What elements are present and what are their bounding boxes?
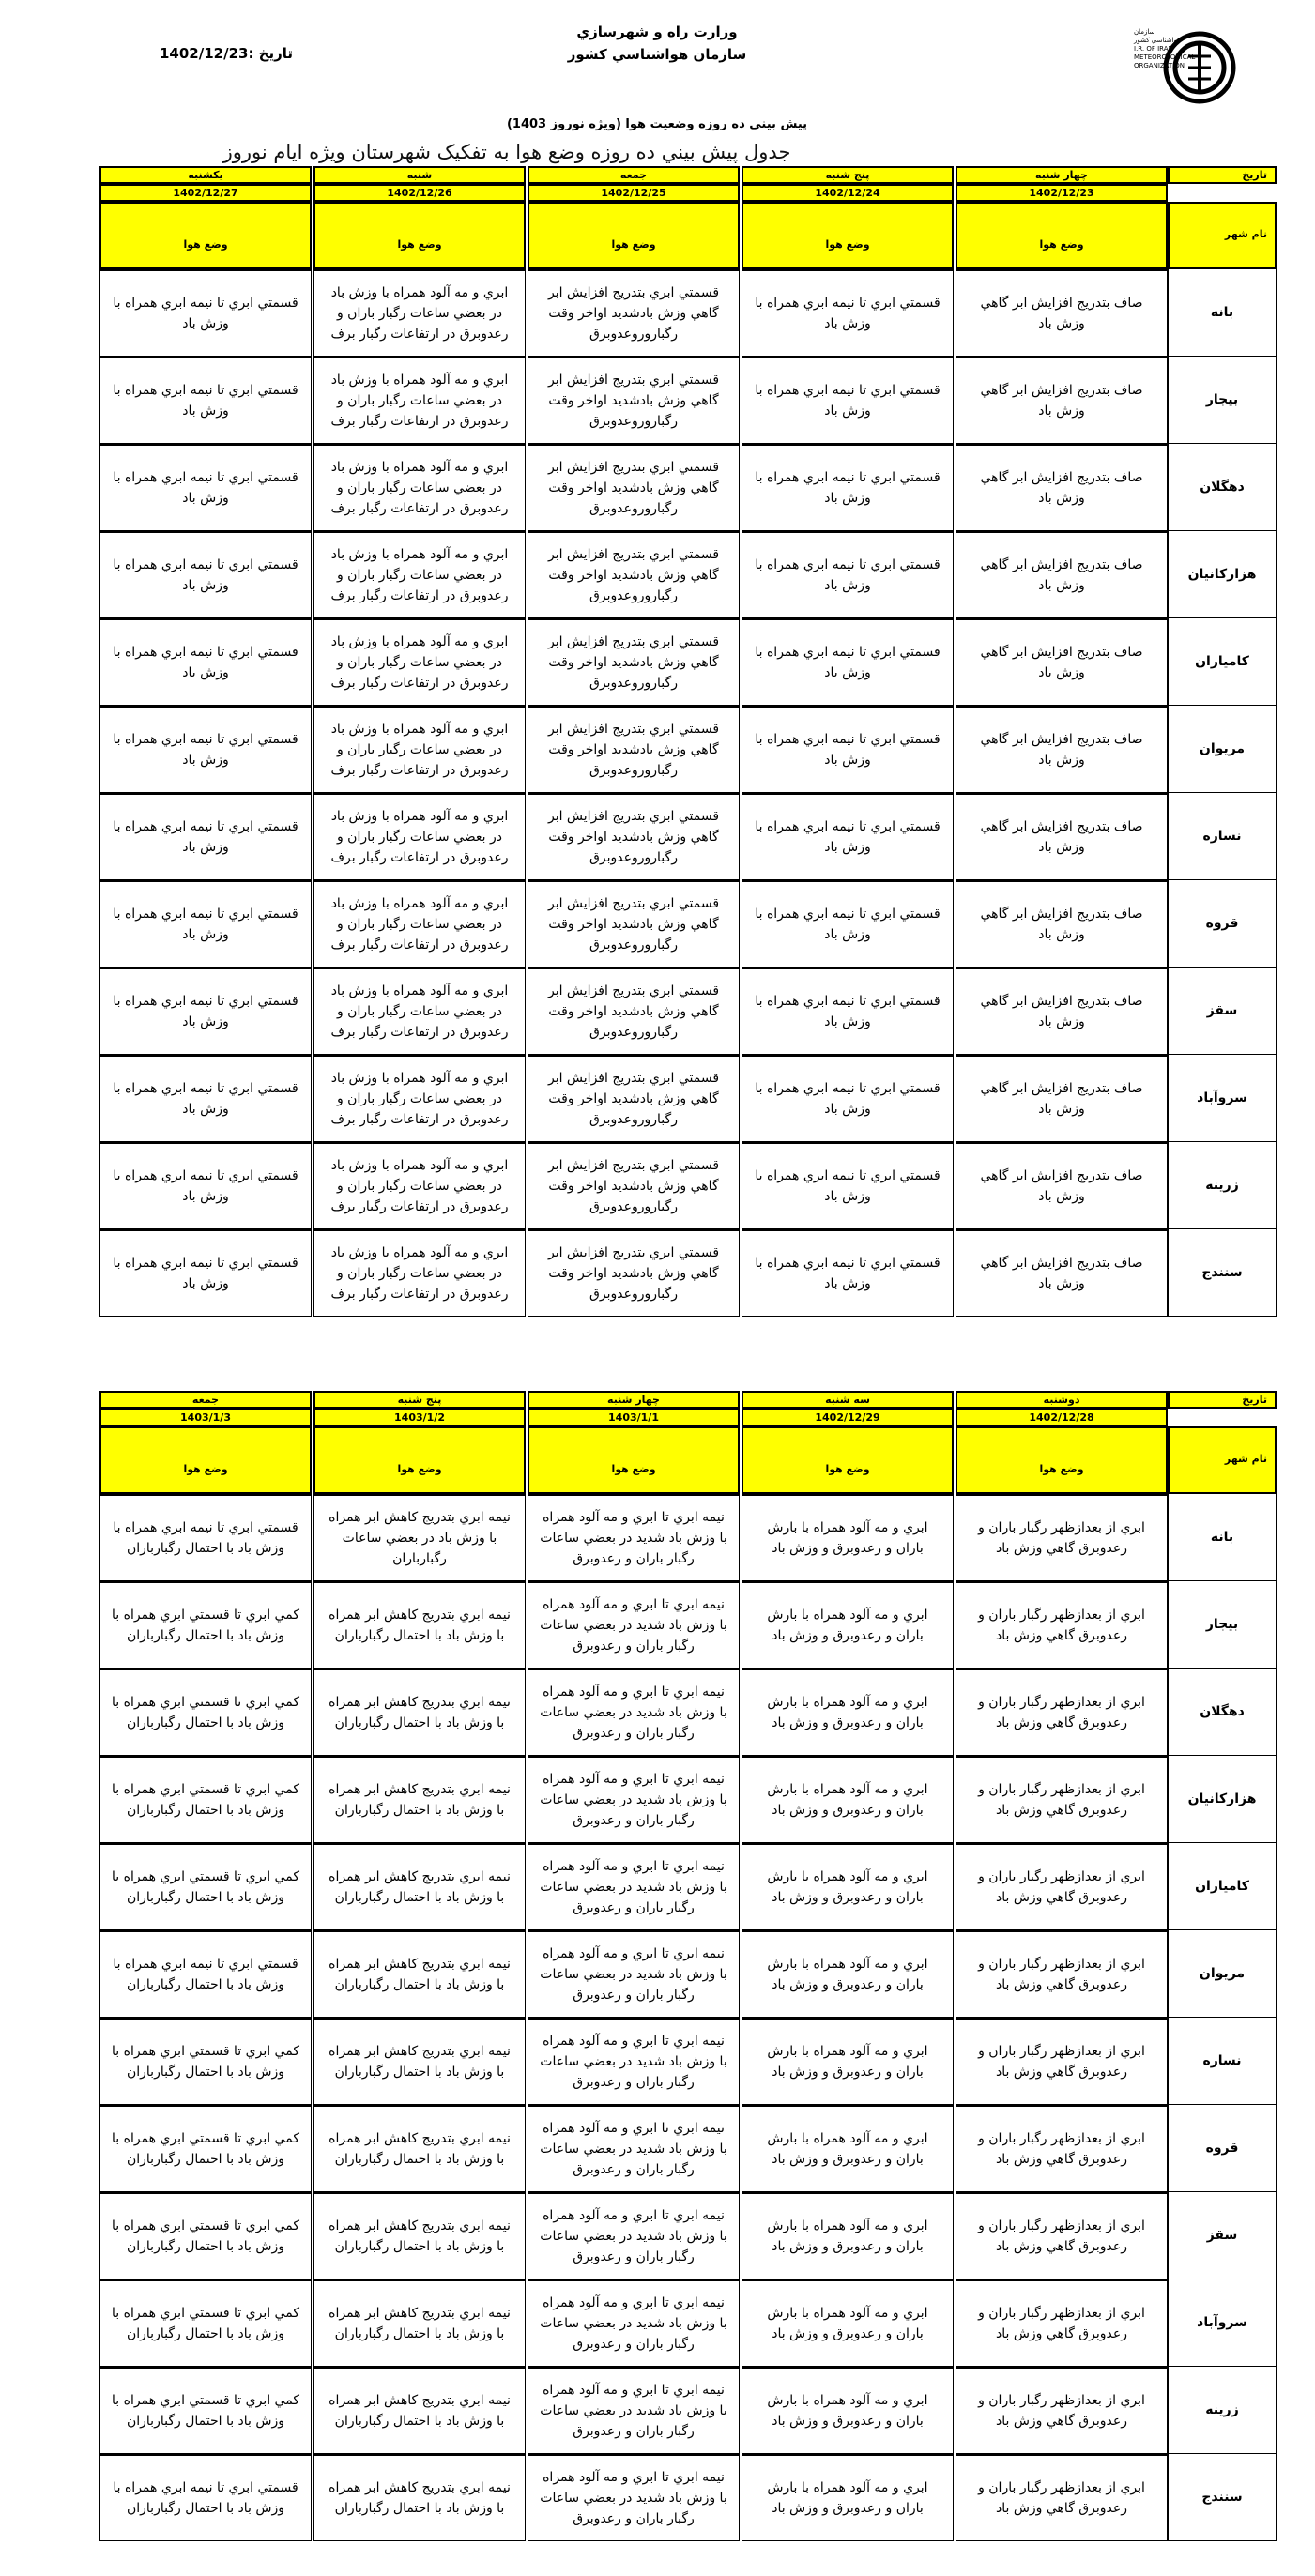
forecast-cell: ابري و مه آلود همراه با بارش باران و رعدوبرق و وزش باد	[742, 2018, 954, 2105]
day-name: جمعه	[528, 166, 740, 184]
forecast-cell: قسمتي ابري تا نيمه ابري همراه با وزش باد با احتمال رگبارباران	[99, 1930, 312, 2018]
forecast-cell: ابري از بعدازظهر رگبار باران و رعدوبرق گاهي وزش باد	[956, 2279, 1168, 2367]
forecast-cell: ابري از بعدازظهر رگبار باران و رعدوبرق گاهي وزش باد	[956, 2192, 1168, 2279]
logo-text-line: ORGANIZATION	[1134, 62, 1185, 69]
city-name: سنندج	[1168, 1229, 1277, 1317]
city-name: بيجار	[1168, 357, 1277, 444]
table-row	[79, 1229, 1277, 1317]
city-name: بيجار	[1168, 1581, 1277, 1669]
table-row	[79, 1494, 1277, 1581]
city-name: قروه	[1168, 880, 1277, 968]
table-row	[79, 968, 1277, 1055]
day-row	[79, 1391, 1277, 1409]
forecast-cell: کمي ابري تا قسمتي ابري همراه با وزش باد با احتمال رگبارباران	[99, 2367, 312, 2454]
city-name: نساره	[1168, 793, 1277, 880]
forecast-cell: کمي ابري تا قسمتي ابري همراه با وزش باد با احتمال رگبارباران	[99, 1581, 312, 1669]
forecast-cell: نيمه ابري بتدريج کاهش ابر همراه با وزش باد با احتمال رگبارباران	[313, 1843, 526, 1930]
forecast-cell: صاف بتدريج افزايش ابر گاهي وزش باد	[956, 968, 1168, 1055]
forecast-cell: صاف بتدريج افزايش ابر گاهي وزش باد	[956, 1055, 1168, 1142]
forecast-cell: ابري و مه آلود همراه با وزش باد در بعضي ساعات رگبار باران و رعدوبرق در ارتفاعات رگبار برف	[313, 357, 526, 444]
table-row	[79, 618, 1277, 706]
city-name: دهگلان	[1168, 444, 1277, 531]
table-row	[79, 444, 1277, 531]
forecast-cell: صاف بتدريج افزايش ابر گاهي وزش باد	[956, 531, 1168, 618]
city-name: سروآباد	[1168, 1055, 1277, 1142]
forecast-cell: قسمتي ابري بتدريج افزايش ابر گاهي وزش بادشديد اواخر وقت رگباروروعدوبرق	[528, 618, 740, 706]
forecast-cell: نيمه ابري بتدريج کاهش ابر همراه با وزش باد با احتمال رگبارباران	[313, 1756, 526, 1843]
forecast-cell: کمي ابري تا قسمتي ابري همراه با وزش باد با احتمال رگبارباران	[99, 2105, 312, 2192]
forecast-cell: نيمه ابري بتدريج کاهش ابر همراه با وزش باد با احتمال رگبارباران	[313, 2367, 526, 2454]
forecast-cell: قسمتي ابري تا نيمه ابري همراه با وزش باد	[742, 618, 954, 706]
forecast-cell: صاف بتدريج افزايش ابر گاهي وزش باد	[956, 269, 1168, 357]
city-name: مريوان	[1168, 706, 1277, 793]
forecast-cell: نيمه ابري تا ابري و مه آلود همراه با وزش باد شديد در بعضي ساعات رگبار باران و رعدوبرق	[528, 1494, 740, 1581]
logo-text-line: METEOROLOGICAL	[1134, 53, 1196, 61]
forecast-cell: ابري و مه آلود همراه با وزش باد در بعضي ساعات رگبار باران و رعدوبرق در ارتفاعات رگبار برف	[313, 706, 526, 793]
forecast-cell: قسمتي ابري تا نيمه ابري همراه با وزش باد	[742, 1229, 954, 1317]
forecast-cell: قسمتي ابري تا نيمه ابري همراه با وزش باد	[742, 706, 954, 793]
forecast-cell: نيمه ابري بتدريج کاهش ابر همراه با وزش باد با احتمال رگبارباران	[313, 2105, 526, 2192]
forecast-cell: کمي ابري تا قسمتي ابري همراه با وزش باد با احتمال رگبارباران	[99, 2018, 312, 2105]
day-name: پنج شنبه	[313, 1391, 526, 1409]
forecast-cell: ابري از بعدازظهر رگبار باران و رعدوبرق گاهي وزش باد	[956, 1756, 1168, 1843]
forecast-cell: ابري و مه آلود همراه با بارش باران و رعدوبرق و وزش باد	[742, 2454, 954, 2541]
date-cell: 1403/1/3	[99, 1409, 312, 1426]
forecast-table-2	[79, 1391, 1277, 2541]
forecast-cell: قسمتي ابري تا نيمه ابري همراه با وزش باد	[99, 968, 312, 1055]
forecast-cell: صاف بتدريج افزايش ابر گاهي وزش باد	[956, 357, 1168, 444]
day-name: پنج شنبه	[742, 166, 954, 184]
table-row	[79, 1669, 1277, 1756]
forecast-cell: قسمتي ابري تا نيمه ابري همراه با وزش باد	[742, 880, 954, 968]
city-name: سقز	[1168, 968, 1277, 1055]
forecast-cell: ابري و مه آلود همراه با وزش باد در بعضي ساعات رگبار باران و رعدوبرق در ارتفاعات رگبار برف	[313, 1229, 526, 1317]
table-row	[79, 2279, 1277, 2367]
table-row	[79, 1756, 1277, 1843]
forecast-cell: نيمه ابري تا ابري و مه آلود همراه با وزش باد شديد در بعضي ساعات رگبار باران و رعدوبرق	[528, 1756, 740, 1843]
forecast-cell: قسمتي ابري تا نيمه ابري همراه با وزش باد	[99, 1229, 312, 1317]
forecast-cell: قسمتي ابري تا نيمه ابري همراه با وزش باد	[99, 618, 312, 706]
forecast-cell: صاف بتدريج افزايش ابر گاهي وزش باد	[956, 444, 1168, 531]
forecast-cell: صاف بتدريج افزايش ابر گاهي وزش باد	[956, 793, 1168, 880]
forecast-cell: ابري و مه آلود همراه با وزش باد در بعضي ساعات رگبار باران و رعدوبرق در ارتفاعات رگبار برف	[313, 1055, 526, 1142]
forecast-cell: کمي ابري تا قسمتي ابري همراه با وزش باد با احتمال رگبارباران	[99, 1843, 312, 1930]
forecast-cell: صاف بتدريج افزايش ابر گاهي وزش باد	[956, 706, 1168, 793]
forecast-cell: قسمتي ابري بتدريج افزايش ابر گاهي وزش بادشديد اواخر وقت رگباروروعدوبرق	[528, 444, 740, 531]
date-cell: 1402/12/29	[742, 1409, 954, 1426]
day-name: دوشنبه	[956, 1391, 1168, 1409]
forecast-cell: قسمتي ابري بتدريج افزايش ابر گاهي وزش بادشديد اواخر وقت رگباروروعدوبرق	[528, 793, 740, 880]
forecast-cell: نيمه ابري تا ابري و مه آلود همراه با وزش باد شديد در بعضي ساعات رگبار باران و رعدوبرق	[528, 2454, 740, 2541]
date-cell: 1402/12/26	[313, 184, 526, 202]
city-label: نام شهر	[1168, 202, 1277, 269]
table-row	[79, 1930, 1277, 2018]
forecast-cell: نيمه ابري تا ابري و مه آلود همراه با وزش باد شديد در بعضي ساعات رگبار باران و رعدوبرق	[528, 1930, 740, 2018]
forecast-cell: ابري و مه آلود همراه با بارش باران و رعدوبرق و وزش باد	[742, 1494, 954, 1581]
forecast-cell: قسمتي ابري تا نيمه ابري همراه با وزش باد	[99, 444, 312, 531]
forecast-cell: ابري و مه آلود همراه با وزش باد در بعضي ساعات رگبار باران و رعدوبرق در ارتفاعات رگبار برف	[313, 618, 526, 706]
forecast-cell: قسمتي ابري بتدريج افزايش ابر گاهي وزش بادشديد اواخر وقت رگباروروعدوبرق	[528, 706, 740, 793]
logo-emblem-icon	[1153, 28, 1237, 113]
forecast-cell: نيمه ابري بتدريج کاهش ابر همراه با وزش باد با احتمال رگبارباران	[313, 2192, 526, 2279]
forecast-cell: نيمه ابري تا ابري و مه آلود همراه با وزش باد شديد در بعضي ساعات رگبار باران و رعدوبرق	[528, 1843, 740, 1930]
forecast-cell: قسمتي ابري تا نيمه ابري همراه با وزش باد	[742, 968, 954, 1055]
day-row	[79, 166, 1277, 184]
forecast-cell: ابري از بعدازظهر رگبار باران و رعدوبرق گاهي وزش باد	[956, 2367, 1168, 2454]
city-label: نام شهر	[1168, 1426, 1277, 1494]
table-row	[79, 706, 1277, 793]
forecast-cell: نيمه ابري بتدريج کاهش ابر همراه با وزش باد با احتمال رگبارباران	[313, 1581, 526, 1669]
weather-label: وضع هوا	[956, 202, 1168, 269]
date-row	[79, 1409, 1277, 1426]
date-cell: 1402/12/24	[742, 184, 954, 202]
table-body	[79, 1494, 1277, 2541]
forecast-cell: قسمتي ابري بتدريج افزايش ابر گاهي وزش بادشديد اواخر وقت رگباروروعدوبرق	[528, 357, 740, 444]
city-name: کامياران	[1168, 618, 1277, 706]
table-row	[79, 269, 1277, 357]
forecast-cell: قسمتي ابري بتدريج افزايش ابر گاهي وزش بادشديد اواخر وقت رگباروروعدوبرق	[528, 269, 740, 357]
forecast-cell: قسمتي ابري تا نيمه ابري همراه با وزش باد	[99, 1142, 312, 1229]
forecast-cell: نيمه ابري تا ابري و مه آلود همراه با وزش باد شديد در بعضي ساعات رگبار باران و رعدوبرق	[528, 2105, 740, 2192]
table-row	[79, 1843, 1277, 1930]
logo-text-line: I.R. OF IRAN	[1134, 45, 1173, 53]
forecast-cell: ابري و مه آلود همراه با بارش باران و رعدوبرق و وزش باد	[742, 1930, 954, 2018]
date-label: تاريخ	[1168, 166, 1277, 184]
forecast-cell: صاف بتدريج افزايش ابر گاهي وزش باد	[956, 880, 1168, 968]
forecast-cell: نيمه ابري بتدريج کاهش ابر همراه با وزش باد با احتمال رگبارباران	[313, 2279, 526, 2367]
city-name: کامياران	[1168, 1843, 1277, 1930]
forecast-cell: قسمتي ابري بتدريج افزايش ابر گاهي وزش بادشديد اواخر وقت رگباروروعدوبرق	[528, 968, 740, 1055]
ministry-line-2: سازمان هواشناسي كشور	[567, 46, 747, 63]
table-row	[79, 1581, 1277, 1669]
forecast-cell: قسمتي ابري تا نيمه ابري همراه با وزش باد با احتمال رگبارباران	[99, 2454, 312, 2541]
forecast-cell: قسمتي ابري تا نيمه ابري همراه با وزش باد	[99, 793, 312, 880]
forecast-cell: ابري و مه آلود همراه با بارش باران و رعدوبرق و وزش باد	[742, 1843, 954, 1930]
forecast-cell: ابري و مه آلود همراه با بارش باران و رعدوبرق و وزش باد	[742, 1756, 954, 1843]
forecast-cell: قسمتي ابري تا نيمه ابري همراه با وزش باد	[99, 357, 312, 444]
city-name: دهگلان	[1168, 1669, 1277, 1756]
weather-label: وضع هوا	[956, 1426, 1168, 1494]
city-name: سروآباد	[1168, 2279, 1277, 2367]
date-label-spacer	[1168, 1409, 1277, 1426]
forecast-cell: قسمتي ابري تا نيمه ابري همراه با وزش باد	[99, 880, 312, 968]
table-row	[79, 1142, 1277, 1229]
forecast-table-1	[79, 166, 1277, 1317]
city-name: مريوان	[1168, 1930, 1277, 2018]
forecast-cell: قسمتي ابري بتدريج افزايش ابر گاهي وزش بادشديد اواخر وقت رگباروروعدوبرق	[528, 531, 740, 618]
forecast-cell: قسمتي ابري تا نيمه ابري همراه با وزش باد	[742, 1142, 954, 1229]
forecast-cell: ابري از بعدازظهر رگبار باران و رعدوبرق گاهي وزش باد	[956, 1581, 1168, 1669]
forecast-cell: صاف بتدريج افزايش ابر گاهي وزش باد	[956, 618, 1168, 706]
day-name: شنبه	[313, 166, 526, 184]
meteorological-organization-logo	[1134, 28, 1239, 122]
forecast-cell: ابري و مه آلود همراه با بارش باران و رعدوبرق و وزش باد	[742, 2192, 954, 2279]
forecast-cell: قسمتي ابري بتدريج افزايش ابر گاهي وزش بادشديد اواخر وقت رگباروروعدوبرق	[528, 1142, 740, 1229]
city-name: نساره	[1168, 2018, 1277, 2105]
forecast-cell: ابري و مه آلود همراه با بارش باران و رعدوبرق و وزش باد	[742, 1669, 954, 1756]
forecast-cell: قسمتي ابري تا نيمه ابري همراه با وزش باد	[742, 357, 954, 444]
date-cell: 1403/1/2	[313, 1409, 526, 1426]
date-row	[79, 184, 1277, 202]
forecast-cell: کمي ابري تا قسمتي ابري همراه با وزش باد با احتمال رگبارباران	[99, 1756, 312, 1843]
forecast-cell: نيمه ابري بتدريج کاهش ابر همراه با وزش باد در بعضي ساعات رگبارباران	[313, 1494, 526, 1581]
forecast-cell: کمي ابري تا قسمتي ابري همراه با وزش باد با احتمال رگبارباران	[99, 2279, 312, 2367]
city-name: سقز	[1168, 2192, 1277, 2279]
date-cell: 1403/1/1	[528, 1409, 740, 1426]
forecast-cell: ابري و مه آلود همراه با وزش باد در بعضي ساعات رگبار باران و رعدوبرق در ارتفاعات رگبار برف	[313, 968, 526, 1055]
table-row	[79, 1055, 1277, 1142]
city-name: هزاركانيان	[1168, 531, 1277, 618]
forecast-cell: نيمه ابري تا ابري و مه آلود همراه با وزش باد شديد در بعضي ساعات رگبار باران و رعدوبرق	[528, 1669, 740, 1756]
weather-label: وضع هوا	[528, 202, 740, 269]
forecast-cell: نيمه ابري تا ابري و مه آلود همراه با وزش باد شديد در بعضي ساعات رگبار باران و رعدوبرق	[528, 2192, 740, 2279]
weather-label: وضع هوا	[528, 1426, 740, 1494]
forecast-cell: ابري از بعدازظهر رگبار باران و رعدوبرق گاهي وزش باد	[956, 1669, 1168, 1756]
logo-text-line: سازمان هواشناسي کشور	[1134, 28, 1181, 44]
document-date: تاريخ :1402/12/23	[160, 45, 294, 62]
weather-label: وضع هوا	[313, 202, 526, 269]
table-row	[79, 2367, 1277, 2454]
forecast-cell: قسمتي ابري تا نيمه ابري همراه با وزش باد با احتمال رگبارباران	[99, 1494, 312, 1581]
table-row	[79, 880, 1277, 968]
document-title: جدول پيش بيني ده روزه وضع هوا به تفکيک شهرستان ويژه ايام نوروز	[222, 141, 791, 163]
forecast-cell: ابري و مه آلود همراه با وزش باد در بعضي ساعات رگبار باران و رعدوبرق در ارتفاعات رگبار برف	[313, 269, 526, 357]
forecast-cell: قسمتي ابري بتدريج افزايش ابر گاهي وزش بادشديد اواخر وقت رگباروروعدوبرق	[528, 1229, 740, 1317]
city-name: زرينه	[1168, 1142, 1277, 1229]
forecast-cell: ابري از بعدازظهر رگبار باران و رعدوبرق گاهي وزش باد	[956, 1494, 1168, 1581]
forecast-cell: صاف بتدريج افزايش ابر گاهي وزش باد	[956, 1229, 1168, 1317]
weather-label: وضع هوا	[99, 202, 312, 269]
condition-header-row	[79, 202, 1277, 269]
table-row	[79, 531, 1277, 618]
date-cell: 1402/12/23	[956, 184, 1168, 202]
forecast-cell: نيمه ابري تا ابري و مه آلود همراه با وزش باد شديد در بعضي ساعات رگبار باران و رعدوبرق	[528, 2367, 740, 2454]
day-name: يکشنبه	[99, 166, 312, 184]
weather-label: وضع هوا	[742, 202, 954, 269]
forecast-cell: صاف بتدريج افزايش ابر گاهي وزش باد	[956, 1142, 1168, 1229]
forecast-cell: قسمتي ابري تا نيمه ابري همراه با وزش باد	[99, 1055, 312, 1142]
table-row	[79, 2454, 1277, 2541]
table-row	[79, 357, 1277, 444]
forecast-cell: قسمتي ابري تا نيمه ابري همراه با وزش باد	[742, 531, 954, 618]
forecast-cell: قسمتي ابري تا نيمه ابري همراه با وزش باد	[99, 706, 312, 793]
forecast-cell: نيمه ابري تا ابري و مه آلود همراه با وزش باد شديد در بعضي ساعات رگبار باران و رعدوبرق	[528, 2279, 740, 2367]
forecast-cell: قسمتي ابري تا نيمه ابري همراه با وزش باد	[742, 1055, 954, 1142]
table-row	[79, 2192, 1277, 2279]
forecast-cell: ابري از بعدازظهر رگبار باران و رعدوبرق گاهي وزش باد	[956, 2018, 1168, 2105]
forecast-cell: ابري و مه آلود همراه با وزش باد در بعضي ساعات رگبار باران و رعدوبرق در ارتفاعات رگبار برف	[313, 531, 526, 618]
date-cell: 1402/12/27	[99, 184, 312, 202]
forecast-cell: قسمتي ابري تا نيمه ابري همراه با وزش باد	[99, 531, 312, 618]
forecast-cell: ابري از بعدازظهر رگبار باران و رعدوبرق گاهي وزش باد	[956, 1843, 1168, 1930]
forecast-cell: ابري و مه آلود همراه با بارش باران و رعدوبرق و وزش باد	[742, 1581, 954, 1669]
forecast-cell: نيمه ابري بتدريج کاهش ابر همراه با وزش باد با احتمال رگبارباران	[313, 1930, 526, 2018]
weather-label: وضع هوا	[742, 1426, 954, 1494]
date-label: تاريخ	[1168, 1391, 1277, 1409]
city-name: هزاركانيان	[1168, 1756, 1277, 1843]
day-name: چهار شنبه	[956, 166, 1168, 184]
forecast-cell: قسمتي ابري تا نيمه ابري همراه با وزش باد	[99, 269, 312, 357]
document-subtitle: پيش بيني ده روزه وضعيت هوا (ويژه نوروز 1403)	[506, 117, 808, 131]
date-cell: 1402/12/28	[956, 1409, 1168, 1426]
forecast-cell: نيمه ابري تا ابري و مه آلود همراه با وزش باد شديد در بعضي ساعات رگبار باران و رعدوبرق	[528, 1581, 740, 1669]
forecast-cell: ابري از بعدازظهر رگبار باران و رعدوبرق گاهي وزش باد	[956, 2454, 1168, 2541]
ministry-line-1: وزارت راه و شهرسازي	[576, 23, 738, 40]
forecast-cell: قسمتي ابري بتدريج افزايش ابر گاهي وزش بادشديد اواخر وقت رگباروروعدوبرق	[528, 1055, 740, 1142]
forecast-cell: نيمه ابري تا ابري و مه آلود همراه با وزش باد شديد در بعضي ساعات رگبار باران و رعدوبرق	[528, 2018, 740, 2105]
date-label-spacer	[1168, 184, 1277, 202]
ministry-header	[469, 21, 845, 66]
forecast-cell: ابري و مه آلود همراه با وزش باد در بعضي ساعات رگبار باران و رعدوبرق در ارتفاعات رگبار برف	[313, 793, 526, 880]
condition-header-row	[79, 1426, 1277, 1494]
forecast-cell: نيمه ابري بتدريج کاهش ابر همراه با وزش باد با احتمال رگبارباران	[313, 2454, 526, 2541]
forecast-cell: ابري از بعدازظهر رگبار باران و رعدوبرق گاهي وزش باد	[956, 1930, 1168, 2018]
forecast-cell: ابري و مه آلود همراه با بارش باران و رعدوبرق و وزش باد	[742, 2367, 954, 2454]
forecast-cell: کمي ابري تا قسمتي ابري همراه با وزش باد با احتمال رگبارباران	[99, 2192, 312, 2279]
date-cell: 1402/12/25	[528, 184, 740, 202]
forecast-cell: ابري و مه آلود همراه با بارش باران و رعدوبرق و وزش باد	[742, 2105, 954, 2192]
day-name: جمعه	[99, 1391, 312, 1409]
day-name: سه شنبه	[742, 1391, 954, 1409]
city-name: سنندج	[1168, 2454, 1277, 2541]
table-row	[79, 2018, 1277, 2105]
forecast-cell: ابري از بعدازظهر رگبار باران و رعدوبرق گاهي وزش باد	[956, 2105, 1168, 2192]
table-body	[79, 269, 1277, 1317]
city-name: بانه	[1168, 1494, 1277, 1581]
forecast-cell: نيمه ابري بتدريج کاهش ابر همراه با وزش باد با احتمال رگبارباران	[313, 1669, 526, 1756]
forecast-cell: قسمتي ابري تا نيمه ابري همراه با وزش باد	[742, 793, 954, 880]
weather-label: وضع هوا	[313, 1426, 526, 1494]
forecast-cell: کمي ابري تا قسمتي ابري همراه با وزش باد با احتمال رگبارباران	[99, 1669, 312, 1756]
day-name: چهار شنبه	[528, 1391, 740, 1409]
forecast-cell: نيمه ابري بتدريج کاهش ابر همراه با وزش باد با احتمال رگبارباران	[313, 2018, 526, 2105]
forecast-cell: ابري و مه آلود همراه با وزش باد در بعضي ساعات رگبار باران و رعدوبرق در ارتفاعات رگبار برف	[313, 880, 526, 968]
city-name: بانه	[1168, 269, 1277, 357]
city-name: قروه	[1168, 2105, 1277, 2192]
weather-label: وضع هوا	[99, 1426, 312, 1494]
forecast-cell: قسمتي ابري تا نيمه ابري همراه با وزش باد	[742, 444, 954, 531]
forecast-cell: ابري و مه آلود همراه با بارش باران و رعدوبرق و وزش باد	[742, 2279, 954, 2367]
forecast-cell: ابري و مه آلود همراه با وزش باد در بعضي ساعات رگبار باران و رعدوبرق در ارتفاعات رگبار برف	[313, 444, 526, 531]
forecast-cell: قسمتي ابري بتدريج افزايش ابر گاهي وزش بادشديد اواخر وقت رگباروروعدوبرق	[528, 880, 740, 968]
table-row	[79, 2105, 1277, 2192]
table-row	[79, 793, 1277, 880]
forecast-cell: قسمتي ابري تا نيمه ابري همراه با وزش باد	[742, 269, 954, 357]
forecast-cell: ابري و مه آلود همراه با وزش باد در بعضي ساعات رگبار باران و رعدوبرق در ارتفاعات رگبار برف	[313, 1142, 526, 1229]
city-name: زرينه	[1168, 2367, 1277, 2454]
